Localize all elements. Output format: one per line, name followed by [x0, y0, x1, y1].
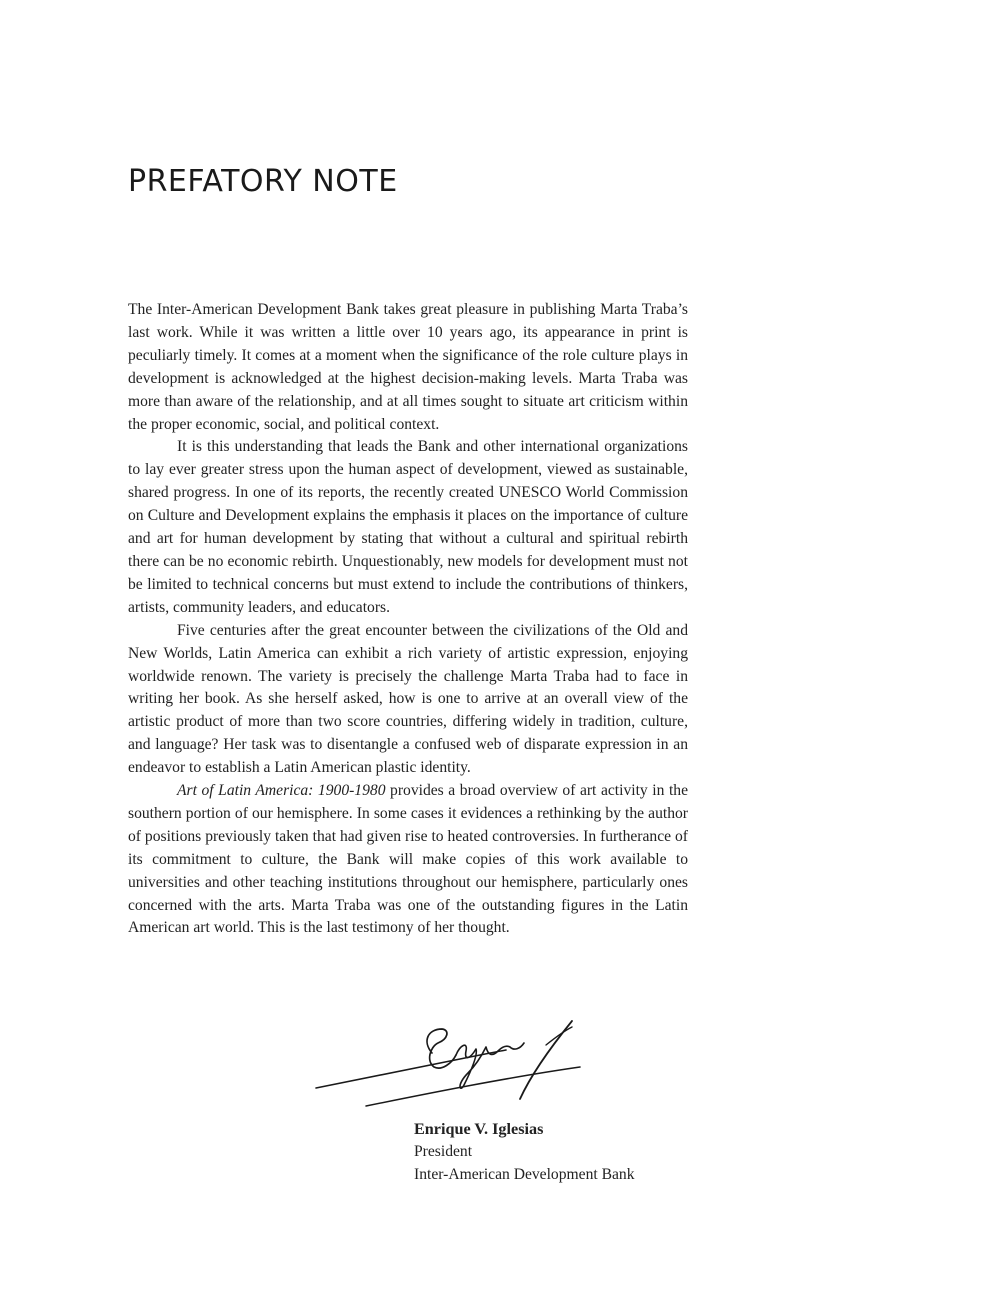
paragraph-4	[128, 780, 688, 940]
paragraph-2: It is this understanding that leads the Bank and other international organizations to lay ever greater stress upon the human aspect of development, viewed as sustainable, shared progress. In one of its reports, the recently created UNESCO World Commission on Culture and Development explains the emphasis it places on the importance of culture and art for human development by stating that without a cultural and spiritual rebirth there can be no economic rebirth. Unquestionably, new models for development must not be limited to technical concerns but must extend to include the contributions of thinkers, artists, community leaders, and educators.	[128, 438, 688, 616]
book-title: Art of Latin America: 1900-1980	[177, 782, 386, 800]
page-title: PREFATORY NOTE	[128, 164, 398, 199]
paragraph-4-text: provides a broad overview of art activity in the southern portion of our hemisphere. In some cases it evidences a rethinking by the author of positions previously taken that had given rise to heated controversies. In furtherance of its commitment to culture, the Bank will make copies of this work available to universities and other teaching institutions throughout our hemisphere, particularly ones concerned with the arts. Marta Traba was one of the outstanding figures in the Latin American art world. This is the last testimony of her thought.	[128, 782, 688, 937]
signer-title: President	[414, 1142, 473, 1160]
signature-stroke	[366, 1067, 580, 1106]
signature-stroke	[520, 1021, 572, 1099]
signer-organization: Inter-American Development Bank	[414, 1165, 635, 1183]
signer-name: Enrique V. Iglesias	[414, 1120, 544, 1138]
paragraph-1: The Inter-American Development Bank takes great pleasure in publishing Marta Traba’s last work. While it was written a little over 10 years ago, its appearance in print is peculiarly timely. It comes at a moment when the significance of the role culture plays in development is acknowledged at the highest decision-making levels. Marta Traba was more than aware of the relationship, and at all times sought to situate art criticism within the proper economic, social, and political context.	[128, 301, 688, 433]
signature-stroke	[316, 1050, 506, 1088]
signature-block	[414, 1118, 635, 1187]
prefatory-note-body	[128, 299, 688, 940]
paragraph-3: Five centuries after the great encounter between the civilizations of the Old and New Worlds, Latin America can exhibit a rich variety of artistic expression, enjoying worldwide renown. The variety is precisely the challenge Marta Traba had to face in writing her book. As she herself asked, how is one to arrive at an overall view of the artistic product of more than two score countries, differing widely in tradition, culture, and language? Her task was to disentangle a confused web of disparate expression in an endeavor to establish a Latin American plastic identity.	[128, 621, 688, 777]
signature-image	[310, 1015, 590, 1115]
